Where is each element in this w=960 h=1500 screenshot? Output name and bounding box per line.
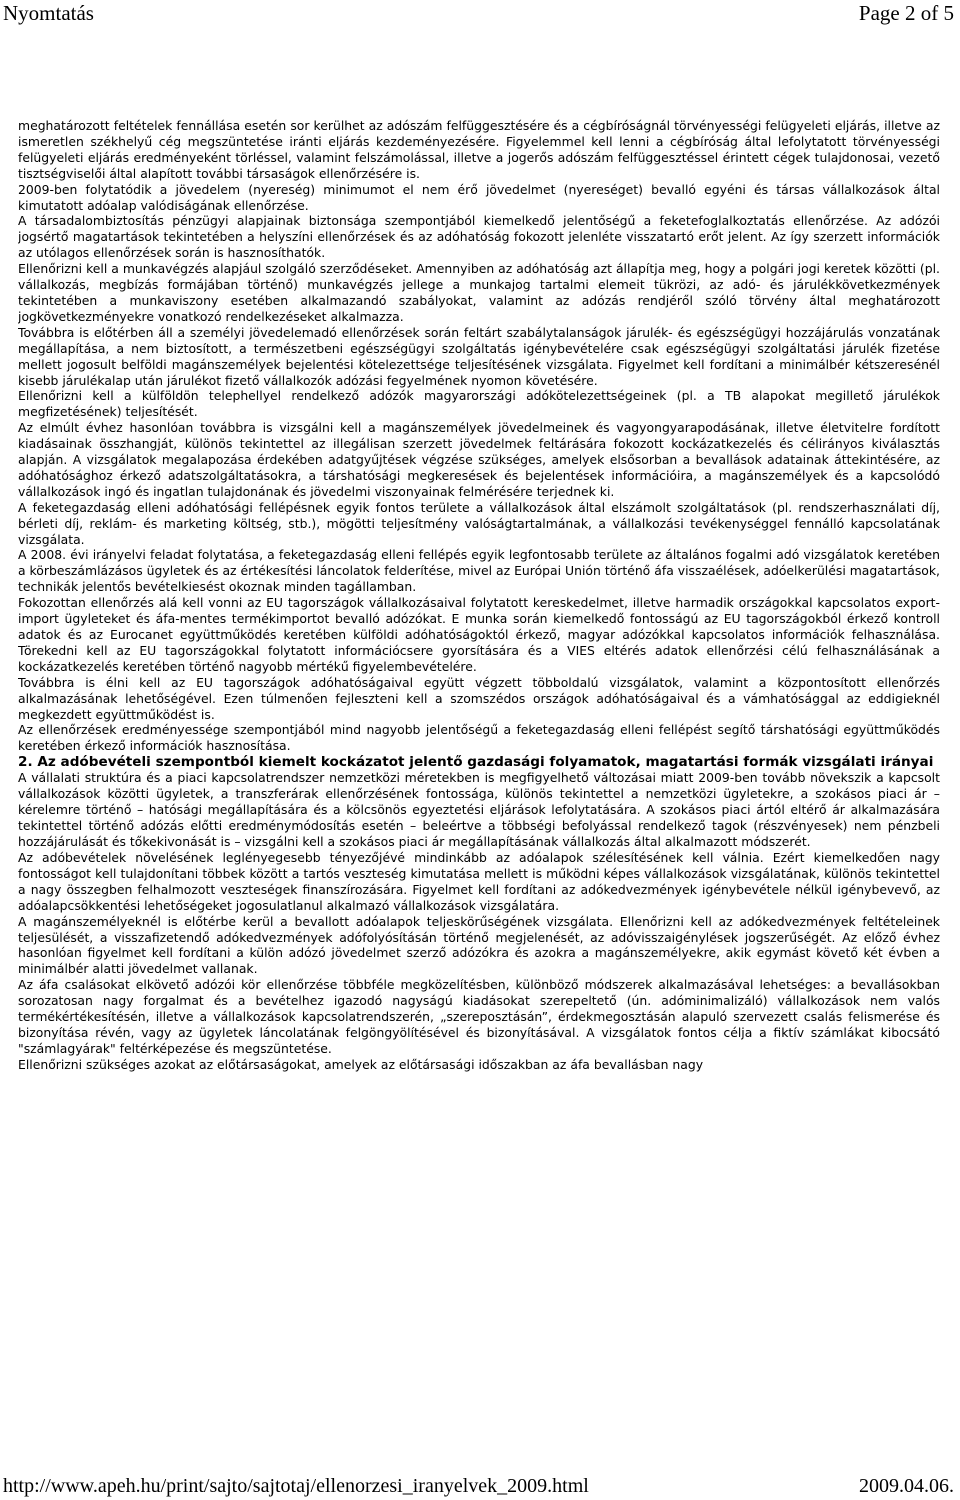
body-paragraph: Fokozottan ellenőrzés alá kell vonni az EU tagországok vállalkozásaival folytatott kereskedelmet, illetve harmadik országokkal kapcsolatos export-import ügyleteket és áfa-mentes termékimportot bevalló adózókat. E munka során kiemelkedő fontosságú az EU tagországokból érkező kontroll adatok és az Eurocanet együttműködés keretében külföldi adóhatóságoktól érkező, magyar adózókkal kapcsolatos információk felhasználása. Törekedni kell az EU tagországokkal folytatott információcsere gyorsítására és a VIES eltérés adatok ellenőrzési célú felhasználásának a kockázatkezelés keretében történő nagyobb mértékű figyelembevételére. bbox=[18, 595, 940, 674]
body-paragraph: A társadalombiztosítás pénzügyi alapjainak biztonsága szempontjából kiemelkedő jelentőségű a feketefoglalkoztatás ellenőrzése. Az adózói jogsértő magatartások tekintetében a helyszíni ellenőrzések és az adóhatóság fokozott jelenléte visszatartó erőt jelent. Az így szerzett információk az utólagos ellenőrzések során is hasznosíthatók. bbox=[18, 213, 940, 261]
body-paragraph: Továbbra is előtérben áll a személyi jövedelemadó ellenőrzések során feltárt szabálytalanságok járulék- és egészségügyi hozzájárulás vonzatának megállapítása, a nem biztosított, a természetbeni egészségügyi szolgáltatás igénybevételére csak egészségügyi szolgáltatási járulék fizetése mellett jogosult belföldi magánszemélyek bejelentési kötelezettsége teljesítésének vizsgálata. Figyelmet kell fordítani a minimálbér kétszeresénél kisebb járulékalap után járulékot fizető vállalkozók adózási fegyelmének nyomon követésére. bbox=[18, 324, 940, 388]
body-paragraph: A 2008. évi irányelvi feladat folytatása, a feketegazdaság elleni fellépés egyik legfontosabb területe az általános fogalmi adó vizsgálatok keretében a körbeszámlázásos ügyletek és az értékesítési láncolatok felderítése, mivel az Európai Unión történő áfa visszaélések, adóelkerülési magatartások, technikák jelentős bevételkiesést okoznak minden tagállamban. bbox=[18, 547, 940, 595]
body-paragraph: Ellenőrizni szükséges azokat az előtársaságokat, amelyek az előtársasági időszakban az áfa bevallásban nagy bbox=[18, 1056, 704, 1072]
print-footer-date: 2009.04.06. bbox=[859, 1475, 954, 1497]
print-header bbox=[0, 0, 960, 30]
body-paragraph: 2009-ben folytatódik a jövedelem (nyereség) minimumot el nem érő jövedelmet (nyereséget) bevalló egyéni és társas vállalkozások által kimutatott adóalap valódiságának ellenőrzése. bbox=[18, 181, 940, 213]
body-paragraph: Az elmúlt évhez hasonlóan továbbra is vizsgálni kell a magánszemélyek jövedelmeinek és vagyongyarapodásának, illetve életvitelre fordított kiadásainak összhangját, különös tekintettel az illegálisan szerzett jövedelmek feltárására fokozott kockázatkezelés és célirányos kiválasztás alapján. A vizsgálatok megalapozása érdekében adatgyűjtések végzése szükséges, amelyek elsősorban a bevallások adatainak áttekintésére, az adóhatósághoz érkező adatszolgáltatásokra, a társhatósági megkeresések és bejelentések információira, a magánszemélyek és a kapcsolódó vállalkozások ingó és ingatlan tulajdonának és jövedelmi viszonyainak felmérésére terjednek ki. bbox=[18, 420, 940, 499]
body-paragraph: A magánszemélyeknél is előtérbe kerül a bevallott adóalapok teljeskörűségének vizsgálata. Ellenőrizni kell az adókedvezmények feltételeinek teljesülését, a visszafizetendő adókedvezmények adófolyósításán történő megjelenését, az adóvisszaigénylések jogszerűségét. Az előző évhez hasonlóan figyelmet kell fordítani a külön adózó jövedelmet szerző adózókra és azokra a magánszemélyekre, akik egymást követő két évben a minimálbér alatti jövedelmet vallanak. bbox=[18, 913, 940, 977]
print-header-title: Nyomtatás bbox=[3, 1, 94, 25]
print-header-page-number: Page 2 of 5 bbox=[858, 1, 954, 25]
body-paragraph: Az áfa csalásokat elkövető adózói kör ellenőrzése többféle megközelítésben, különböző módszerek alkalmazásával lehetséges: a bevallásokban sorozatosan nagy forgalmat és a bevételhez igazodó nagyságú kiadásokat szerepeltető (ún. adóminimalizáló) vállalkozások nem valós termékértékesítésén, illetve a vállalkozások kapcsolatrendszerén, „szereposztásán”, érdekmegosztásán alapuló szervezett csalás felismerése és bizonyítása révén, vagy az ügyletek láncolatának felgöngyölítésével és bizonyításával. A vizsgálatok fontos célja a fiktív számlákat kibocsátó "számlagyárak" feltérképezése és megszüntetése. bbox=[18, 977, 940, 1056]
body-paragraph: Ellenőrizni kell a külföldön telephellyel rendelkező adózók magyarországi adókötelezettségeinek (pl. a TB alapokat megillető járulékok megfizetésének) teljesítését. bbox=[18, 388, 940, 420]
body-paragraph: A feketegazdaság elleni adóhatósági fellépésnek egyik fontos területe a vállalkozások által elszámolt szolgáltatások (pl. rendszerhasználati díj, bérleti díj, reklám- és marketing költség, stb.), mögötti teljesítmény valóságtartalmának, a vállalkozási tevékenységgel fennálló kapcsolatának vizsgálata. bbox=[18, 499, 940, 547]
print-footer bbox=[0, 1474, 960, 1500]
body-paragraph: meghatározott feltételek fennállása esetén sor kerülhet az adószám felfüggesztésére és a cégbíróságnál törvényességi felügyeleti eljárás, illetve az ismeretlen székhelyű cég megszüntetése iránti eljárás kezdeményezésére. Figyelemmel kell lenni a cégbíróság által lefolytatott törvényességi felügyeleti eljárás eredményeként törléssel, valamint felszámolással, illetve a jogerős adószám felfüggesztéssel érintett cégek tulajdonosai, vezető tisztségviselői által alapított további társaságok ellenőrzésére is. bbox=[18, 118, 940, 181]
section-heading: 2. Az adóbevételi szempontból kiemelt kockázatot jelentő gazdasági folyamatok, magatartási formák vizsgálati irányai bbox=[18, 754, 934, 771]
body-paragraph: Ellenőrizni kell a munkavégzés alapjául szolgáló szerződéseket. Amennyiben az adóhatóság azt állapítja meg, hogy a polgári jogi keretek közötti (pl. vállalkozás, megbízás formájában történő) munkavégzés jellege a munkajog tartalmi elemeit tükrözi, az adó- és járulékkövetkezmények tekintetében a munkaviszony esetében alkalmazandó szabályokat, valamint az adózás rendjéről szóló törvény által meghatározott jogkövetkezményekre vonatkozó rendelkezéseket alkalmazza. bbox=[18, 261, 940, 324]
body-paragraph: Továbbra is élni kell az EU tagországok adóhatóságaival együtt végzett többoldalú vizsgálatok, valamint a központosított ellenőrzés alkalmazásának lehetőségével. Ezen túlmenően fejleszteni kell a szomszédos országok adóhatóságaival és a vámhatósággal az eddigieknél megkezdett együttműködést is. bbox=[18, 674, 940, 722]
body-paragraph: A vállalati struktúra és a piaci kapcsolatrendszer nemzetközi méretekben is megfigyelhető változásai miatt 2009-ben tovább növekszik a kapcsolt vállalkozások közötti ügyletek, a transzferárak ellenőrzésének fontossága, különös tekintettel a nemzetközi ügyletekre, a szokásos piaci ár – kérelemre történő – hatósági megállapítására és a kölcsönös egyeztetési eljárások lefolytatására. A szokásos piaci ártól eltérő ár alkalmazására tekintettel történő adózás előtti eredménymódosítás esetén – beleértve a többségi befolyással rendelkező tagok (részvényesek) nem pénzbeli hozzájárulását és tőkekivonását is – vizsgálni kell a szokásos piaci ár megállapításának vállalkozás által alkalmazott módszerét. bbox=[18, 770, 940, 850]
document-body bbox=[18, 118, 940, 1396]
print-footer-url: http://www.apeh.hu/print/sajto/sajtotaj/ellenorzesi_iranyelvek_2009.html bbox=[3, 1475, 589, 1497]
body-paragraph: Az adóbevételek növelésének leglényegesebb tényezőjévé mindinkább az adóalapok szélesítésének kell válnia. Ezért kiemelkedően nagy fontosságot kell tulajdonítani többek között a tartós veszteség kimutatása mellett is működni képes vállalkozások vizsgálatának, különös tekintettel a nagy összegben felhalmozott veszteségek finanszírozására. Figyelmet kell fordítani az adókedvezmények igénybevétele nélkül igénybevevő, az adóalapcsökkentési lehetőségeket jogosulatlanul alkalmazó vállalkozások vizsgálatára. bbox=[18, 849, 940, 913]
body-paragraph: Az ellenőrzések eredményessége szempontjából mind nagyobb jelentőségű a feketegazdaság elleni fellépést segítő társhatósági együttműködés keretében érkező információk hasznosítása. bbox=[18, 722, 940, 754]
